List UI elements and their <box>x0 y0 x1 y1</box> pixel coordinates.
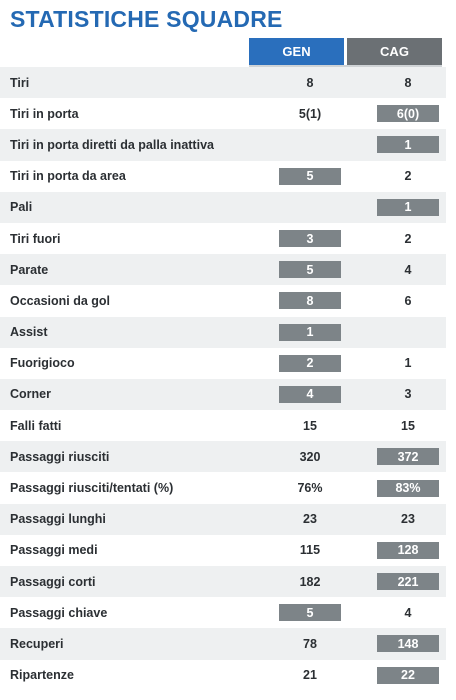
stat-value-cag <box>377 317 439 348</box>
stat-label: Assist <box>10 325 48 340</box>
stat-label: Passaggi corti <box>10 574 96 589</box>
stat-value-text: 2 <box>404 169 412 184</box>
stat-value-text: 3 <box>404 387 412 402</box>
stat-label: Tiri in porta diretti da palla inattiva <box>10 137 214 152</box>
stat-value-gen <box>279 67 341 98</box>
stat-value-cag <box>377 535 439 566</box>
stat-label: Passaggi riusciti <box>10 449 110 464</box>
stat-row <box>0 254 446 285</box>
stat-value-cag <box>377 254 439 285</box>
stat-value-text: 4 <box>404 262 412 277</box>
stat-label: Passaggi medi <box>10 543 98 558</box>
stat-value-highlight: 22 <box>377 667 439 684</box>
stat-value-text: 8 <box>306 75 314 90</box>
stat-value-highlight: 5 <box>279 261 341 278</box>
stat-value-gen <box>279 379 341 410</box>
stat-value-cag <box>377 67 439 98</box>
stat-value-gen <box>279 410 341 441</box>
stat-value-cag <box>377 129 439 160</box>
stat-row <box>0 98 446 129</box>
stat-value-text: 2 <box>404 231 412 246</box>
stat-row <box>0 535 446 566</box>
stat-row <box>0 597 446 628</box>
stat-value-text: 78 <box>303 636 317 651</box>
stat-value-text: 6 <box>404 293 412 308</box>
stat-label: Fuorigioco <box>10 356 75 371</box>
stat-value-highlight: 3 <box>279 230 341 247</box>
stat-value-cag <box>377 98 439 129</box>
stat-label: Tiri in porta <box>10 106 79 121</box>
stat-value-text <box>377 324 439 341</box>
stat-value-gen <box>279 597 341 628</box>
stat-value-gen <box>279 504 341 535</box>
stat-value-gen <box>279 441 341 472</box>
stat-value-cag <box>377 597 439 628</box>
stat-value-gen <box>279 566 341 597</box>
stat-row <box>0 317 446 348</box>
stat-value-text: 76% <box>297 481 323 496</box>
stat-value-text <box>279 199 341 216</box>
stat-value-highlight: 1 <box>377 136 439 153</box>
stat-label: Passaggi chiave <box>10 605 108 620</box>
stat-label: Passaggi riusciti/tentati (%) <box>10 481 174 496</box>
stat-value-highlight: 5 <box>279 604 341 621</box>
stat-row <box>0 67 446 98</box>
stat-value-cag <box>377 348 439 379</box>
stat-value-gen <box>279 161 341 192</box>
stat-value-gen <box>279 223 341 254</box>
stat-value-text: 4 <box>404 605 412 620</box>
stat-label: Tiri in porta da area <box>10 169 126 184</box>
stat-row <box>0 192 446 223</box>
team-header-gen: GEN <box>249 38 344 65</box>
stat-value-cag <box>377 472 439 503</box>
stat-value-cag <box>377 223 439 254</box>
stat-value-cag <box>377 660 439 691</box>
stat-value-cag <box>377 285 439 316</box>
stat-value-text: 15 <box>401 418 415 433</box>
stats-table <box>0 67 456 691</box>
stat-value-text: 320 <box>299 449 321 464</box>
stat-value-gen <box>279 98 341 129</box>
stat-value-cag <box>377 192 439 223</box>
stat-label: Corner <box>10 387 51 402</box>
stat-value-text: 23 <box>303 512 317 527</box>
stat-row <box>0 348 446 379</box>
stat-row <box>0 472 446 503</box>
stat-label: Falli fatti <box>10 418 62 433</box>
stat-row <box>0 566 446 597</box>
stat-value-text: 23 <box>401 512 415 527</box>
stat-label: Recuperi <box>10 636 64 651</box>
stat-value-text: 115 <box>299 543 321 558</box>
stat-label: Ripartenze <box>10 668 74 683</box>
stat-label: Passaggi lunghi <box>10 512 106 527</box>
stat-value-highlight: 1 <box>279 324 341 341</box>
stat-value-gen <box>279 129 341 160</box>
stat-row <box>0 441 446 472</box>
stat-label: Pali <box>10 200 33 215</box>
stat-value-text: 8 <box>404 75 412 90</box>
stat-value-text: 1 <box>404 356 412 371</box>
stat-label: Parate <box>10 262 49 277</box>
stat-value-gen <box>279 317 341 348</box>
stat-value-cag <box>377 441 439 472</box>
stat-value-highlight: 6(0) <box>377 105 439 122</box>
stat-value-highlight: 372 <box>377 448 439 465</box>
stat-label: Tiri fuori <box>10 231 61 246</box>
stat-value-gen <box>279 348 341 379</box>
team-header-cag: CAG <box>347 38 442 65</box>
stat-value-text <box>279 136 341 153</box>
stat-value-cag <box>377 504 439 535</box>
stat-value-highlight: 128 <box>377 542 439 559</box>
stat-row <box>0 504 446 535</box>
stat-value-gen <box>279 254 341 285</box>
stat-value-cag <box>377 379 439 410</box>
stat-row <box>0 223 446 254</box>
stat-value-cag <box>377 161 439 192</box>
stat-value-gen <box>279 192 341 223</box>
stat-row <box>0 379 446 410</box>
stat-label: Occasioni da gol <box>10 293 111 308</box>
stat-value-gen <box>279 535 341 566</box>
stat-value-gen <box>279 660 341 691</box>
stat-value-text: 15 <box>303 418 317 433</box>
stat-row <box>0 161 446 192</box>
stat-value-cag <box>377 628 439 659</box>
stat-row <box>0 628 446 659</box>
stat-label: Tiri <box>10 75 30 90</box>
stat-value-highlight: 148 <box>377 635 439 652</box>
stat-value-highlight: 83% <box>377 480 439 497</box>
stat-value-gen <box>279 472 341 503</box>
stat-value-highlight: 4 <box>279 386 341 403</box>
page-title: STATISTICHE SQUADRE <box>10 6 283 32</box>
stat-value-gen <box>279 628 341 659</box>
stat-value-cag <box>377 410 439 441</box>
stat-row <box>0 129 446 160</box>
stat-row <box>0 410 446 441</box>
stat-value-highlight: 5 <box>279 168 341 185</box>
stat-value-text: 5(1) <box>298 106 322 121</box>
stat-value-highlight: 2 <box>279 355 341 372</box>
stat-value-highlight: 8 <box>279 292 341 309</box>
stat-value-gen <box>279 285 341 316</box>
stat-row <box>0 285 446 316</box>
stat-value-text: 21 <box>303 668 317 683</box>
stat-row <box>0 660 446 691</box>
stat-value-highlight: 1 <box>377 199 439 216</box>
stat-value-highlight: 221 <box>377 573 439 590</box>
stat-value-cag <box>377 566 439 597</box>
stat-value-text: 182 <box>299 574 321 589</box>
